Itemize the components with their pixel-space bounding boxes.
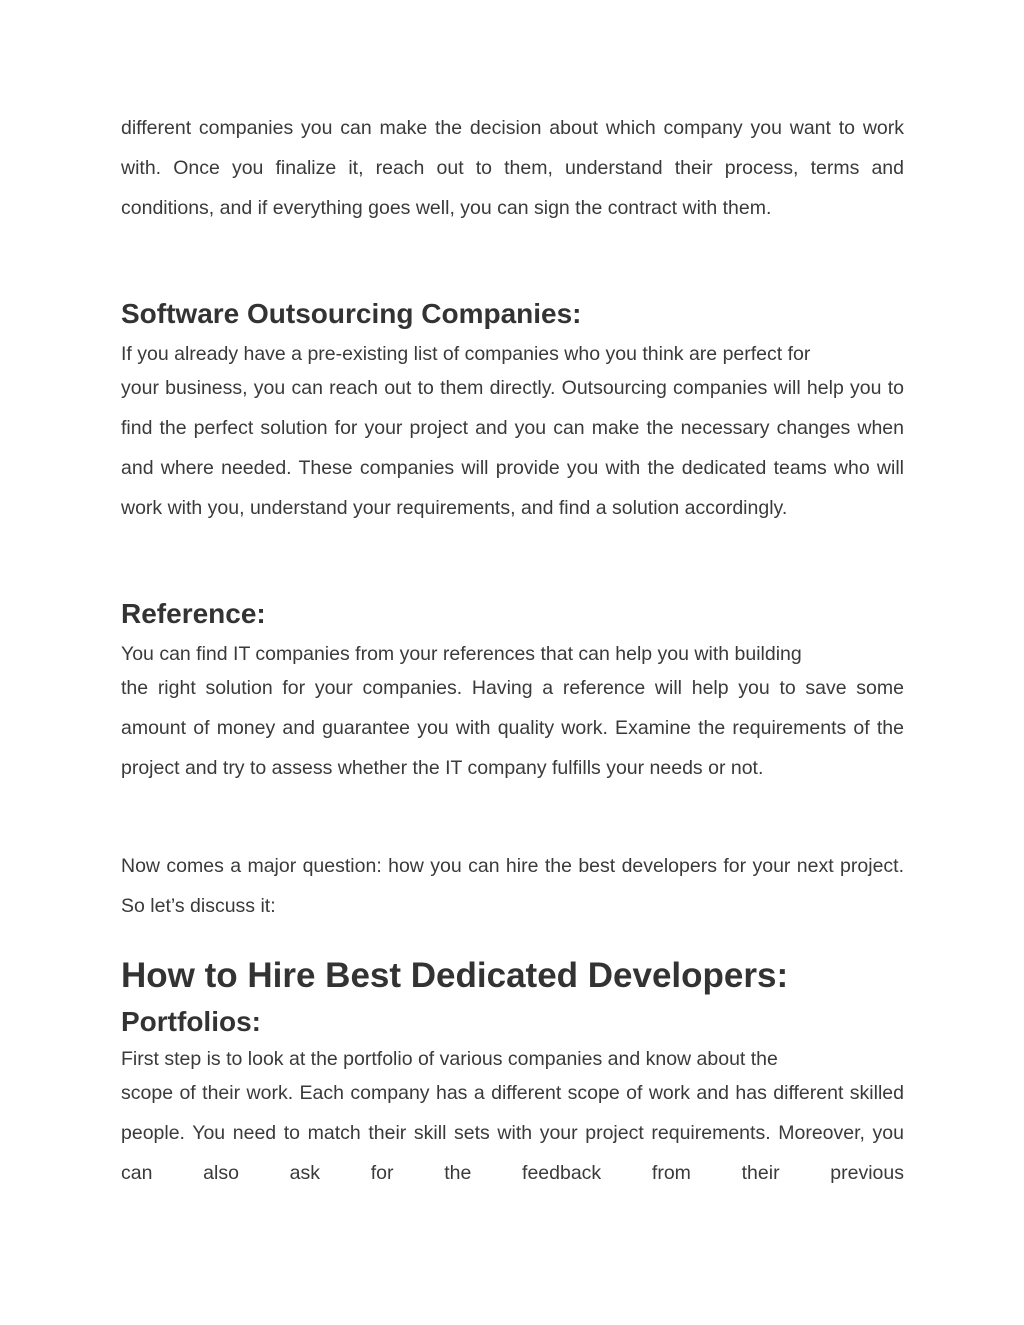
outsourcing-heading: Software Outsourcing Companies: [121,298,582,329]
outsourcing-first-line: If you already have a pre-existing list of companies who you think are perfect for [121,343,811,365]
reference-body: the right solution for your companies. Having a reference will help you to save some amount of money and guarantee you with quality work. Examine the requirements of the project and try to assess whether the IT company fulfills your needs or not. [121,677,904,779]
outsourcing-body: your business, you can reach out to them directly. Outsourcing companies will help you to find the perfect solution for your project and you can make the necessary changes when and where needed. These companies will provide you with the dedicated teams who will work with you, understand your requirements, and find a solution accordingly. [121,377,904,519]
intro-paragraph: different companies you can make the decision about which company you want to work with. Once you finalize it, reach out to them, understand their process, terms and conditions, and if everything goes well, you can sign the contract with them. [121,117,904,219]
reference-heading: Reference: [121,598,266,629]
outsourcing-paragraph [121,340,904,528]
hire-heading: How to Hire Best Dedicated Developers: [121,956,789,995]
reference-paragraph [121,640,904,788]
reference-first-line: You can find IT companies from your references that can help you with building [121,643,802,665]
portfolios-first-line: First step is to look at the portfolio of various companies and know about the [121,1048,778,1070]
portfolios-body: scope of their work. Each company has a different scope of work and has different skilled people. You need to match their skill sets with your project requirements. Moreover, you can also ask for the feedback from their previous [121,1082,904,1184]
portfolios-paragraph [121,1045,904,1193]
transition-paragraph: Now comes a major question: how you can hire the best developers for your next project. So let’s discuss it: [121,855,904,917]
portfolios-heading: Portfolios: [121,1006,261,1037]
